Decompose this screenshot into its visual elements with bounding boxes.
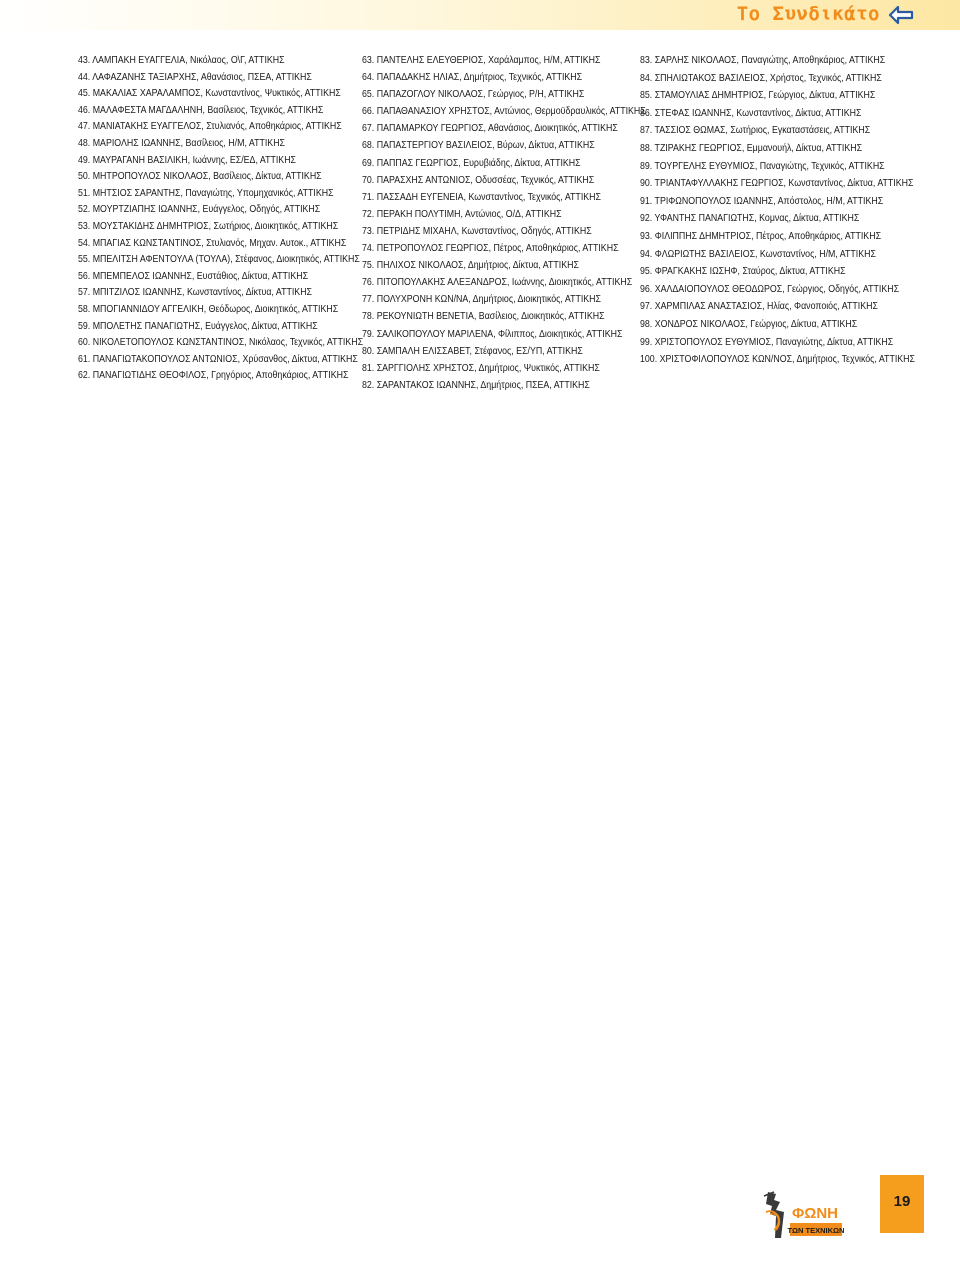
member-entry: 94. ΦΛΩΡΙΩΤΗΣ ΒΑΣΙΛΕΙΟΣ, Κωνσταντίνος, Η/Μ, ΑΤΤΙΚΗΣ	[640, 247, 876, 260]
member-entry: 72. ΠΕΡΑΚΗ ΠΟΛΥΤΙΜΗ, Αντώνιος, Ο/Δ, ΑΤΤΙΚΗΣ	[362, 207, 562, 220]
member-entry: 98. ΧΟΝΔΡΟΣ ΝΙΚΟΛΑΟΣ, Γεώργιος, Δίκτυα, ΑΤΤΙΚΗΣ	[640, 317, 858, 330]
member-entry: 85. ΣΤΑΜΟΥΛΙΑΣ ΔΗΜΗΤΡΙΟΣ, Γεώργιος, Δίκτυα, ΑΤΤΙΚΗΣ	[640, 89, 876, 102]
page-number: 19	[893, 1193, 911, 1210]
member-entry: 48. ΜΑΡΙΟΛΗΣ ΙΩΑΝΝΗΣ, Βασίλειος, Η/Μ, ΑΤΤΙΚΗΣ	[78, 136, 286, 149]
member-entry: 47. ΜΑΝΙΑΤΑΚΗΣ ΕΥΑΓΓΕΛΟΣ, Στυλιανός, Αποθηκάριος, ΑΤΤΙΚΗΣ	[78, 120, 342, 133]
member-entry: 74. ΠΕΤΡΟΠΟΥΛΟΣ ΓΕΩΡΓΙΟΣ, Πέτρος, Αποθηκάριος, ΑΤΤΙΚΗΣ	[362, 242, 619, 255]
member-entry: 73. ΠΕΤΡΙΔΗΣ ΜΙΧΑΗΛ, Κωνσταντίνος, Οδηγός, ΑΤΤΙΚΗΣ	[362, 224, 592, 237]
member-entry: 92. ΥΦΑΝΤΗΣ ΠΑΝΑΓΙΩΤΗΣ, Κομνας, Δίκτυα, ΑΤΤΙΚΗΣ	[640, 212, 860, 225]
member-entry: 59. ΜΠΟΛΕΤΗΣ ΠΑΝΑΓΙΩΤΗΣ, Ευάγγελος, Δίκτυα, ΑΤΤΙΚΗΣ	[78, 319, 318, 332]
member-entry: 82. ΣΑΡΑΝΤΑΚΟΣ ΙΩΑΝΝΗΣ, Δημήτριος, ΠΣΕΑ, ΑΤΤΙΚΗΣ	[362, 378, 590, 391]
member-entry: 77. ΠΟΛΥΧΡΟΝΗ ΚΩΝ/ΝΑ, Δημήτριος, Διοικητικός, ΑΤΤΙΚΗΣ	[362, 293, 602, 306]
member-entry: 57. ΜΠΙΤΖΙΛΟΣ ΙΩΑΝΝΗΣ, Κωνσταντίνος, Δίκτυα, ΑΤΤΙΚΗΣ	[78, 286, 313, 299]
member-entry: 66. ΠΑΠΑΘΑΝΑΣΙΟΥ ΧΡΗΣΤΟΣ, Αντώνιος, Θερμοϋδραυλικός, ΑΤΤΙΚΗΣ	[362, 105, 646, 118]
member-entry: 88. ΤΖΙΡΑΚΗΣ ΓΕΩΡΓΙΟΣ, Εμμανουήλ, Δίκτυα, ΑΤΤΙΚΗΣ	[640, 141, 863, 154]
member-entry: 76. ΠΙΤΟΠΟΥΛΑΚΗΣ ΑΛΕΞΑΝΔΡΟΣ, Ιωάννης, Διοικητικός, ΑΤΤΙΚΗΣ	[362, 276, 633, 289]
member-entry: 86. ΣΤΕΦΑΣ ΙΩΑΝΝΗΣ, Κωνσταντίνος, Δίκτυα, ΑΤΤΙΚΗΣ	[640, 106, 862, 119]
member-entry: 97. ΧΑΡΜΠΙΛΑΣ ΑΝΑΣΤΑΣΙΟΣ, Ηλίας, Φανοποιός, ΑΤΤΙΚΗΣ	[640, 300, 878, 313]
member-entry: 69. ΠΑΠΠΑΣ ΓΕΩΡΓΙΟΣ, Ευρυβιάδης, Δίκτυα, ΑΤΤΙΚΗΣ	[362, 156, 581, 169]
member-entry: 53. ΜΟΥΣΤΑΚΙΔΗΣ ΔΗΜΗΤΡΙΟΣ, Σωτήριος, Διοικητικός, ΑΤΤΙΚΗΣ	[78, 219, 339, 232]
member-entry: 71. ΠΑΣΣΑΔΗ ΕΥΓΕΝΕΙΑ, Κωνσταντίνος, Τεχνικός, ΑΤΤΙΚΗΣ	[362, 190, 601, 203]
member-entry: 46. ΜΑΛΑΦΕΣΤΑ ΜΑΓΔΑΛΗΝΗ, Βασίλειος, Τεχνικός, ΑΤΤΙΚΗΣ	[78, 103, 324, 116]
member-entry: 58. ΜΠΟΓΙΑΝΝΙΔΟΥ ΑΓΓΕΛΙΚΗ, Θεόδωρος, Διοικητικός, ΑΤΤΙΚΗΣ	[78, 302, 339, 315]
tower-logo-icon	[762, 1190, 844, 1250]
member-list-column-3	[640, 52, 930, 369]
member-entry: 79. ΣΑΛΙΚΟΠΟΥΛΟΥ ΜΑΡΙΛΕΝΑ, Φίλιππος, Διοικητικός, ΑΤΤΙΚΗΣ	[362, 327, 623, 340]
member-entry: 49. ΜΑΥΡΑΓΑΝΗ ΒΑΣΙΛΙΚΗ, Ιωάννης, ΕΣ/ΕΔ, ΑΤΤΙΚΗΣ	[78, 153, 297, 166]
member-entry: 54. ΜΠΑΓΙΑΣ ΚΩΝΣΤΑΝΤΙΝΟΣ, Στυλιανός, Μηχαν. Αυτοκ., ΑΤΤΙΚΗΣ	[78, 236, 347, 249]
member-entry: 60. ΝΙΚΟΛΕΤΟΠΟΥΛΟΣ ΚΩΝΣΤΑΝΤΙΝΟΣ, Νικόλαος, Τεχνικός, ΑΤΤΙΚΗΣ	[78, 336, 364, 349]
member-entry: 87. ΤΑΣΣΙΟΣ ΘΩΜΑΣ, Σωτήριος, Εγκαταστάσεις, ΑΤΤΙΚΗΣ	[640, 124, 871, 137]
member-entry: 56. ΜΠΕΜΠΕΛΟΣ ΙΩΑΝΝΗΣ, Ευστάθιος, Δίκτυα, ΑΤΤΙΚΗΣ	[78, 269, 309, 282]
member-entry: 62. ΠΑΝΑΓΙΩΤΙΔΗΣ ΘΕΟΦΙΛΟΣ, Γρηγόριος, Αποθηκάριος, ΑΤΤΙΚΗΣ	[78, 369, 349, 382]
member-entry: 65. ΠΑΠΑΖΟΓΛΟΥ ΝΙΚΟΛΑΟΣ, Γεώργιος, Ρ/Η, ΑΤΤΙΚΗΣ	[362, 88, 585, 101]
member-entry: 96. ΧΑΛΔΑΙΟΠΟΥΛΟΣ ΘΕΟΔΩΡΟΣ, Γεώργιος, Οδηγός, ΑΤΤΙΚΗΣ	[640, 282, 900, 295]
member-entry: 83. ΣΑΡΛΗΣ ΝΙΚΟΛΑΟΣ, Παναγιώτης, Αποθηκάριος, ΑΤΤΙΚΗΣ	[640, 54, 886, 66]
member-entry: 67. ΠΑΠΑΜΑΡΚΟΥ ΓΕΩΡΓΙΟΣ, Αθανάσιος, Διοικητικός, ΑΤΤΙΚΗΣ	[362, 122, 618, 135]
member-entry: 68. ΠΑΠΑΣΤΕΡΓΙΟΥ ΒΑΣΙΛΕΙΟΣ, Βύρων, Δίκτυα, ΑΤΤΙΚΗΣ	[362, 139, 595, 152]
member-entry: 91. ΤΡΙΦΩΝΟΠΟΥΛΟΣ ΙΩΑΝΝΗΣ, Απόστολος, Η/Μ, ΑΤΤΙΚΗΣ	[640, 194, 884, 207]
member-entry: 61. ΠΑΝΑΓΙΩΤΑΚΟΠΟΥΛΟΣ ΑΝΤΩΝΙΟΣ, Χρύσανθος, Δίκτυα, ΑΤΤΙΚΗΣ	[78, 352, 358, 365]
member-entry: 55. ΜΠΕΛΙΤΣΗ ΑΦΕΝΤΟΥΛΑ (ΤΟΥΛΑ), Στέφανος, Διοικητικός, ΑΤΤΙΚΗΣ	[78, 253, 360, 266]
member-entry: 43. ΛΑΜΠΑΚΗ ΕΥΑΓΓΕΛΙΑ, Νικόλαος, Ο\Γ, ΑΤΤΙΚΗΣ	[78, 54, 285, 66]
member-entry: 81. ΣΑΡΓΓΙΟΛΗΣ ΧΡΗΣΤΟΣ, Δημήτριος, Ψυκτικός, ΑΤΤΙΚΗΣ	[362, 361, 600, 374]
member-entry: 89. ΤΟΥΡΓΕΛΗΣ ΕΥΘΥΜΙΟΣ, Παναγιώτης, Τεχνικός, ΑΤΤΙΚΗΣ	[640, 159, 885, 172]
member-list-column-2	[362, 52, 652, 394]
member-entry: 52. ΜΟΥΡΤΖΙΑΠΗΣ ΙΩΑΝΝΗΣ, Ευάγγελος, Οδηγός, ΑΤΤΙΚΗΣ	[78, 203, 321, 216]
member-entry: 84. ΣΠΗΛΙΩΤΑΚΟΣ ΒΑΣΙΛΕΙΟΣ, Χρήστος, Τεχνικός, ΑΤΤΙΚΗΣ	[640, 71, 882, 84]
section-title: Το Συνδικάτο	[736, 3, 880, 25]
logo-subtitle: ΤΩΝ ΤΕΧΝΙΚΩΝ	[787, 1226, 844, 1235]
arrow-left-icon[interactable]	[888, 5, 914, 25]
member-entry: 44. ΛΑΦΑΖΑΝΗΣ ΤΑΞΙΑΡΧΗΣ, Αθανάσιος, ΠΣΕΑ, ΑΤΤΙΚΗΣ	[78, 70, 312, 83]
member-list-column-1	[78, 52, 364, 384]
logo-title: ΦΩΝΗ	[792, 1205, 839, 1222]
member-entry: 99. ΧΡΙΣΤΟΠΟΥΛΟΣ ΕΥΘΥΜΙΟΣ, Παναγιώτης, Δίκτυα, ΑΤΤΙΚΗΣ	[640, 335, 894, 348]
member-entry: 63. ΠΑΝΤΕΛΗΣ ΕΛΕΥΘΕΡΙΟΣ, Χαράλαμπος, Η/Μ, ΑΤΤΙΚΗΣ	[362, 54, 601, 66]
member-entry: 64. ΠΑΠΑΔΑΚΗΣ ΗΛΙΑΣ, Δημήτριος, Τεχνικός, ΑΤΤΙΚΗΣ	[362, 71, 583, 84]
member-entry: 45. ΜΑΚΑΛΙΑΣ ΧΑΡΑΛΑΜΠΟΣ, Κωνσταντίνος, Ψυκτικός, ΑΤΤΙΚΗΣ	[78, 87, 341, 100]
member-entry: 95. ΦΡΑΓΚΑΚΗΣ ΙΩΣΗΦ, Σταύρος, Δίκτυα, ΑΤΤΙΚΗΣ	[640, 265, 846, 278]
member-entry: 93. ΦΙΛΙΠΠΗΣ ΔΗΜΗΤΡΙΟΣ, Πέτρος, Αποθηκάριος, ΑΤΤΙΚΗΣ	[640, 229, 882, 242]
member-entry: 75. ΠΗΛΙΧΟΣ ΝΙΚΟΛΑΟΣ, Δημήτριος, Δίκτυα, ΑΤΤΙΚΗΣ	[362, 259, 579, 272]
member-entry: 50. ΜΗΤΡΟΠΟΥΛΟΣ ΝΙΚΟΛΑΟΣ, Βασίλειος, Δίκτυα, ΑΤΤΙΚΗΣ	[78, 170, 322, 183]
member-entry: 90. ΤΡΙΑΝΤΑΦΥΛΛΑΚΗΣ ΓΕΩΡΓΙΟΣ, Κωνσταντίνος, Δίκτυα, ΑΤΤΙΚΗΣ	[640, 177, 914, 190]
member-entry: 80. ΣΑΜΠΑΛΗ ΕΛΙΣΣΑΒΕΤ, Στέφανος, ΕΣ/ΥΠ, ΑΤΤΙΚΗΣ	[362, 344, 583, 357]
member-entry: 100. ΧΡΙΣΤΟΦΙΛΟΠΟΥΛΟΣ ΚΩΝ/ΝΟΣ, Δημήτριος, Τεχνικός, ΑΤΤΙΚΗΣ	[640, 353, 915, 366]
member-entry: 51. ΜΗΤΣΙΟΣ ΣΑΡΑΝΤΗΣ, Παναγιώτης, Υπομηχανικός, ΑΤΤΙΚΗΣ	[78, 186, 334, 199]
member-entry: 78. ΡΕΚΟΥΝΙΩΤΗ ΒΕΝΕΤΙΑ, Βασίλειος, Διοικητικός, ΑΤΤΙΚΗΣ	[362, 310, 605, 323]
member-entry: 70. ΠΑΡΑΣΧΗΣ ΑΝΤΩΝΙΟΣ, Οδυσσέας, Τεχνικός, ΑΤΤΙΚΗΣ	[362, 173, 595, 186]
